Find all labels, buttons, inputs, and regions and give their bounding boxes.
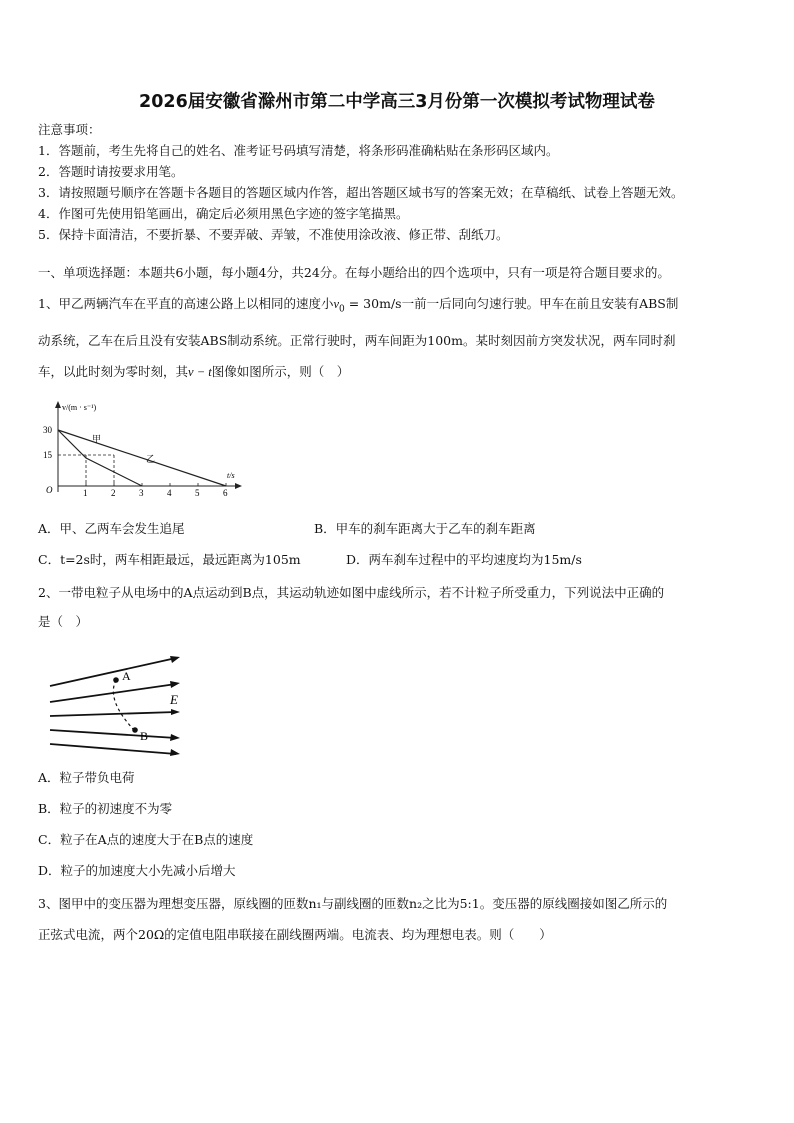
field-line	[50, 712, 176, 716]
field-arrow	[170, 749, 180, 756]
notice-item: 1．答题前，考生先将自己的姓名、准考证号码填写清楚，将条形码准确粘贴在条形码区域内。	[38, 143, 559, 158]
point-b	[132, 727, 138, 733]
label-a: A	[122, 669, 131, 683]
q1-vt-graph	[38, 398, 248, 498]
y-axis-label: v/(m · s⁻¹)	[62, 403, 97, 412]
field-arrow	[171, 709, 180, 715]
field-arrow	[170, 681, 180, 688]
q2-stem-line2: 是（ ）	[38, 614, 89, 629]
trajectory-path	[113, 680, 134, 730]
field-line	[50, 658, 176, 686]
origin-label: O	[46, 485, 53, 495]
notice-item: 4．作图可先使用铅笔画出，确定后必须用黑色字迹的签字笔描黑。	[38, 206, 409, 221]
field-arrow	[170, 656, 180, 663]
y-tick-label: 15	[43, 450, 52, 460]
q3-stem-line2: 正弦式电流，两个20Ω的定值电阻串联接在副线圈两端。电流表、均为理想电表。则（ ）	[38, 927, 552, 942]
x-tick-label: 2	[111, 488, 116, 498]
section-heading: 一、单项选择题：本题共6小题，每小题4分，共24分。在每小题给出的四个选项中，只有一项是符合题目要求的。	[38, 265, 670, 280]
x-tick-label: 3	[139, 488, 144, 498]
x-tick-label: 5	[195, 488, 200, 498]
q1-option-d: D．两车刹车过程中的平均速度均为15m/s	[346, 552, 582, 567]
q2-option-a: A．粒子带负电荷	[38, 770, 135, 785]
y-tick-label: 30	[43, 425, 52, 435]
series-line-yi	[58, 430, 226, 486]
q2-option-c: C．粒子在A点的速度大于在B点的速度	[38, 832, 254, 847]
label-e: E	[170, 692, 178, 707]
x-tick-label: 6	[223, 488, 228, 498]
notice-heading: 注意事项：	[38, 122, 101, 137]
q1-option-c: C．t=2s时，两车相距最远，最远距离为105m	[38, 552, 301, 567]
notice-item: 2．答题时请按要求用笔。	[38, 164, 184, 179]
q2-option-b: B．粒子的初速度不为零	[38, 801, 173, 816]
x-axis-arrow	[235, 483, 242, 489]
q1-option-a: A．甲、乙两车会发生追尾	[38, 521, 185, 536]
point-a	[113, 677, 119, 683]
field-arrow	[170, 734, 180, 741]
q1-stem-line3: 车，以此时刻为零时刻，其v − t图像如图所示，则（ ）	[38, 364, 350, 379]
q2-stem-line1: 2、一带电粒子从电场中的A点运动到B点，其运动轨迹如图中虚线所示，若不计粒子所受重力，下列说法中正确的	[38, 585, 665, 600]
field-line	[50, 730, 176, 738]
series-label-jia: 甲	[92, 434, 102, 444]
label-b: B	[140, 729, 149, 743]
q1-stem-line1: 1、甲乙两辆汽车在平直的高速公路上以相同的速度小$v_0 = 30m/s$一前一后同向匀速行驶。甲车在前且安装有ABS制	[38, 296, 679, 315]
notice-item: 3．请按照题号顺序在答题卡各题目的答题区域内作答，超出答题区域书写的答案无效；在草稿纸、试卷上答题无效。	[38, 185, 684, 200]
q1-option-b: B．甲车的刹车距离大于乙车的刹车距离	[314, 521, 536, 536]
q3-stem-line1: 3、图甲中的变压器为理想变压器，原线圈的匝数n₁与副线圈的匝数n₂之比为5:1。变压器的原线圈接如图乙所示的	[38, 896, 668, 911]
x-axis-label: t/s	[227, 471, 235, 480]
q2-field-diagram	[44, 650, 194, 758]
series-label-yi: 乙	[146, 454, 156, 464]
exam-title: 2026届安徽省滁州市第二中学高三3月份第一次模拟考试物理试卷	[139, 92, 655, 112]
x-tick-label: 4	[167, 488, 172, 498]
q1-stem-line2: 动系统，乙车在后且没有安装ABS制动系统。正常行驶时，两车间距为100m。某时刻因前方突发状况，两车同时刹	[38, 333, 676, 348]
y-axis-arrow	[55, 401, 61, 408]
notice-item: 5．保持卡面清洁，不要折暴、不要弄破、弄皱，不准使用涂改液、修正带、刮纸刀。	[38, 227, 509, 242]
field-line	[50, 744, 176, 754]
q2-option-d: D．粒子的加速度大小先减小后增大	[38, 863, 236, 878]
x-tick-label: 1	[83, 488, 88, 498]
